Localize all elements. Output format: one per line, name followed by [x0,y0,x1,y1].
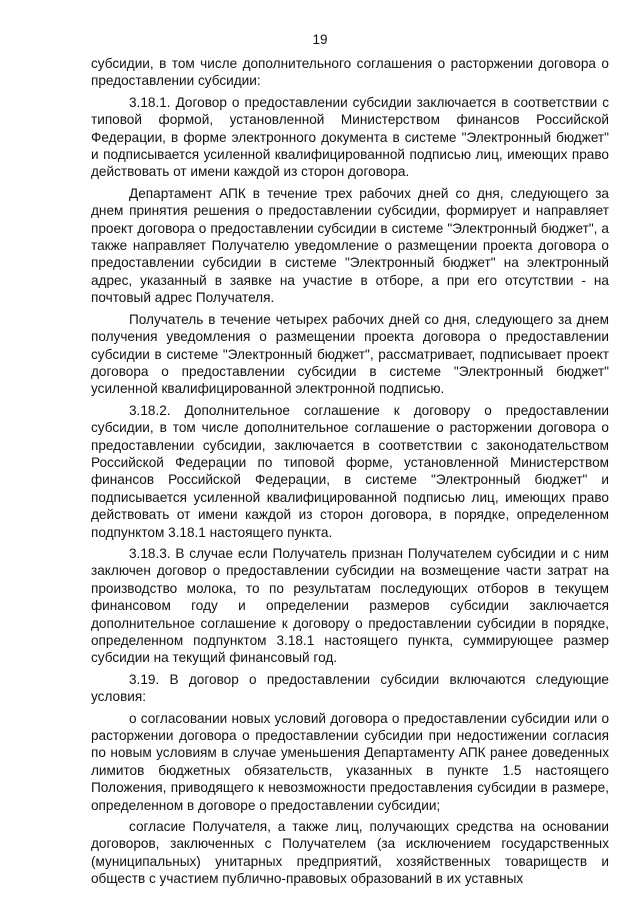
document-body [91,55,609,892]
page-number: 19 [312,32,328,47]
paragraph-condition-consent: согласие Получателя, а также лиц, получающих средства на основании договоров, заключенных с Получателем (за исключением государственных (муниципальных) унитарных предприятий, хозяйственных товариществ и обществ с участием публично-правовых образований в их уставных [91,819,609,887]
paragraph-3-19: 3.19. В договор о предоставлении субсидии включаются следующие условия: [91,671,609,705]
paragraph-condition-agreement: о согласовании новых условий договора о предоставлении субсидии или о расторжении договора о предоставлении субсидии при недостижении согласия по новым условиям в случае уменьшения Департаменту АПК ранее доведенных лимитов бюджетных обязательств, указанных в пункте 1.5 настоящего Положения, приводящего к невозможности предоставления субсидии в размере, определенном в договоре о предоставлении субсидии; [91,710,609,813]
paragraph-department-apk: Департамент АПК в течение трех рабочих дней со дня, следующего за днем принятия решения о предоставлении субсидии, формирует и направляет проект договора о предоставлении субсидии в системе "Электронный бюджет", а также направляет Получателю уведомление о размещении проекта договора о предоставлении субсидии в системе "Электронный бюджет" на электронный адрес, указанный в заявке на участие в отборе, а при его отсутствии - на почтовый адрес Получателя. [91,185,609,306]
paragraph-3-18-1: 3.18.1. Договор о предоставлении субсидии заключается в соответствии с типовой формой, установленной Министерством финансов Российской Федерации, в форме электронного документа в системе "Электронный бюджет" и подписывается усиленной квалифицированной подписью лиц, имеющих право действовать от имени каждой из сторон договора. [91,94,609,180]
paragraph-recipient: Получатель в течение четырех рабочих дней со дня, следующего за днем получения уведомления о размещении проекта договора о предоставлении субсидии в системе "Электронный бюджет", рассматривает, подписывает проект договора о предоставлении субсидии в системе "Электронный бюджет" усиленной квалифицированной электронной подписью. [91,311,609,397]
paragraph-3-18-3: 3.18.3. В случае если Получатель признан Получателем субсидии и с ним заключен договор о предоставлении субсидии на возмещение части затрат на производство молока, то по результатам последующих отборов в текущем финансовом году и определении размеров субсидии заключается дополнительное соглашение к договору о предоставлении субсидии в порядке, определенном подпунктом 3.18.1 настоящего пункта, суммирующее размер субсидии на текущий финансовый год. [91,545,609,666]
paragraph-continuation: субсидии, в том числе дополнительного соглашения о расторжении договора о предоставлении субсидии: [91,56,609,89]
paragraph-3-18-2: 3.18.2. Дополнительное соглашение к договору о предоставлении субсидии, в том числе дополнительное соглашение о расторжении договора о предоставлении субсидии, заключается в соответствии с законодательством Российской Федерации по типовой форме, установленной Министерством финансов Российской Федерации, в системе "Электронный бюджет" и подписывается усиленной квалифицированной подписью лиц, имеющих право действовать от имени каждой из сторон договора, в порядке, определенном подпунктом 3.18.1 настоящего пункта. [91,402,609,540]
